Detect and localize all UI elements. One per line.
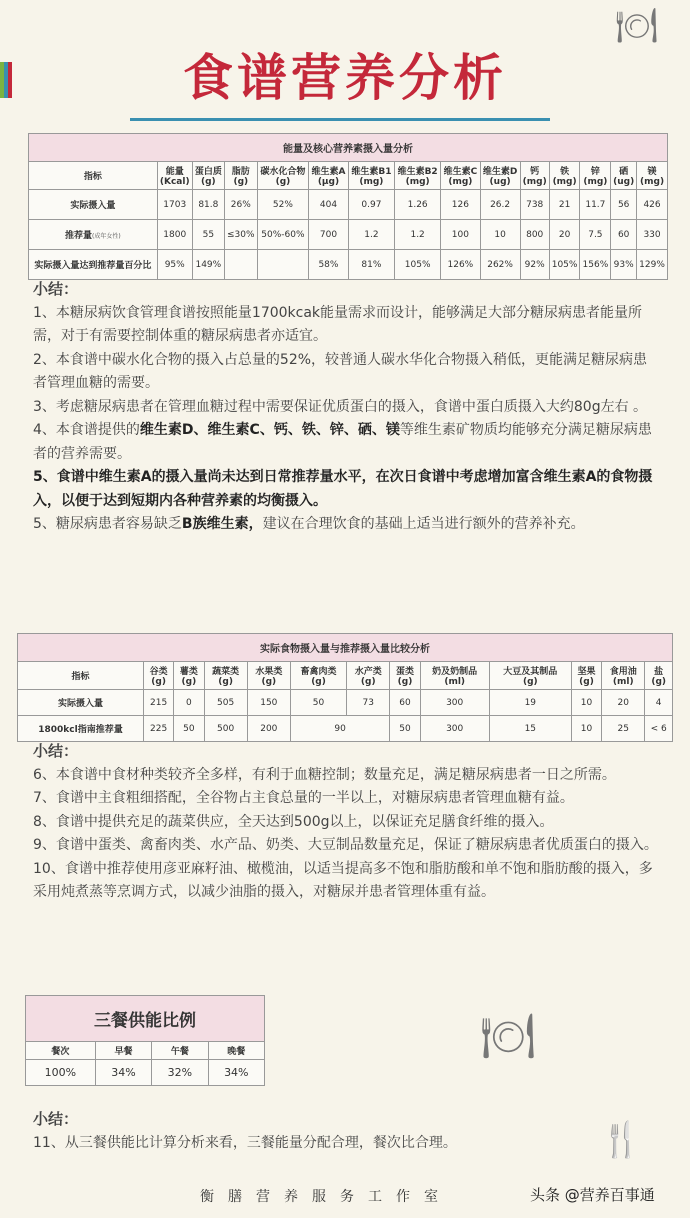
- row-label: 推荐量(成年女性): [29, 220, 158, 250]
- text: 2、本食谱中碳水化合物的摄入占总量的52%，较普通人碳水华化合物摄入稍低，更能满足糖尿病患者管理血糖的需要。: [33, 351, 648, 391]
- table-cell: 26%: [224, 190, 257, 220]
- table-cell: 50: [174, 716, 204, 742]
- table-row: [26, 1042, 265, 1060]
- table-cell: 20: [549, 220, 580, 250]
- table-cell: 156%: [580, 250, 611, 280]
- column-header: 钙 (mg): [520, 162, 549, 190]
- table-cell: 215: [143, 690, 173, 716]
- column-header: 食用油 (ml): [602, 662, 645, 690]
- table-cell: 800: [520, 220, 549, 250]
- table-cell: 15: [489, 716, 571, 742]
- table-cell: 225: [143, 716, 173, 742]
- table-cell: 505: [204, 690, 247, 716]
- table-cell: 81%: [348, 250, 394, 280]
- table-cell: 426: [637, 190, 668, 220]
- column-header: 早餐: [95, 1042, 151, 1060]
- table-cell: 200: [247, 716, 290, 742]
- summary-item: [33, 466, 658, 513]
- table-cell: 1.2: [395, 220, 441, 250]
- column-header: 维生素B2 (mg): [395, 162, 441, 190]
- table-row: [29, 134, 668, 162]
- text: 5、糖尿病患者容易缺乏: [33, 516, 182, 532]
- column-header: 碳水化合物 (g): [257, 162, 308, 190]
- summary-item: [33, 396, 658, 420]
- summary-heading: 小结：: [33, 742, 79, 760]
- row-label: 实际摄入量: [29, 190, 158, 220]
- page-title: 食谱营养分析: [183, 49, 507, 107]
- column-header: 午餐: [152, 1042, 208, 1060]
- column-header: 维生素D (ug): [480, 162, 520, 190]
- table-cell: 1800: [157, 220, 192, 250]
- summary-item: 11、从三餐供能比计算分析来看，三餐能量分配合理，餐次比合理。: [33, 1134, 457, 1151]
- text: 3、考虑糖尿病患者在管理血糖过程中需要保证优质蛋白的摄入，食谱中蛋白质摄入大约80g左右 。: [33, 398, 648, 415]
- table-cell: 500: [204, 716, 247, 742]
- table-cell: 58%: [309, 250, 349, 280]
- table-cell: 105%: [549, 250, 580, 280]
- table-cell: 73: [347, 690, 390, 716]
- row-label: 实际摄入量达到推荐量百分比: [29, 250, 158, 280]
- meal-energy-table: [25, 995, 265, 1086]
- summary-item: [33, 349, 658, 396]
- table-cell: 25: [602, 716, 645, 742]
- table-cell: 700: [309, 220, 349, 250]
- table-cell: [224, 250, 257, 280]
- column-header: 晚餐: [208, 1042, 264, 1060]
- table-row: [29, 162, 668, 190]
- table-cell: 50%-60%: [257, 220, 308, 250]
- summary-item: 7、食谱中主食粗细搭配，全谷物占主食总量的一半以上，对糖尿病患者管理血糖有益。: [33, 790, 574, 806]
- emphasis-text: 维生素D、维生素C、钙、铁、锌、硒、镁: [139, 422, 400, 438]
- table-row: [18, 634, 673, 662]
- summary-item: [33, 513, 658, 537]
- column-header: 能量 (Kcal): [157, 162, 192, 190]
- column-header: 维生素C (mg): [441, 162, 480, 190]
- table-cell: 93%: [611, 250, 637, 280]
- table-cell: 50: [290, 690, 346, 716]
- table-cell: 95%: [157, 250, 192, 280]
- text: 建议在合理饮食的基础上适当进行额外的营养补充。: [262, 516, 585, 532]
- summary-item: 6、本食谱中食材种类较齐全多样，有利于血糖控制；数量充足，满足糖尿病患者一日之所需。: [33, 766, 616, 783]
- footer-studio: 衡膳营养服务工作室: [200, 1189, 452, 1205]
- table-cell: 10: [571, 716, 601, 742]
- column-header: 蛋白质 (g): [192, 162, 224, 190]
- column-header: 指标: [18, 662, 144, 690]
- table-cell: 10: [571, 690, 601, 716]
- summary-item: 10、食谱中推荐使用彦亚麻籽油、橄榄油，以适当提高多不饱和脂肪酸和单不饱和脂肪酸的摄入，多采用炖煮蒸等烹调方式，以减少油脂的摄入，对糖尿并患者管理体重有益。: [33, 860, 653, 900]
- table-cell: 100%: [26, 1060, 96, 1086]
- table-cell: 92%: [520, 250, 549, 280]
- table-cell: 0.97: [348, 190, 394, 220]
- table-cell: 1703: [157, 190, 192, 220]
- text: 1、本糖尿病饮食管理食谱按照能量1700kcak能量需求而设计，能够满足大部分糖尿病患者能量所需，对于有需要控制体重的糖尿病患者亦适宜。: [33, 304, 643, 344]
- table-cell: 100: [441, 220, 480, 250]
- table-cell: 262%: [480, 250, 520, 280]
- table-cell: 50: [390, 716, 420, 742]
- table-cell: 10: [480, 220, 520, 250]
- column-header: 脂肪 (g): [224, 162, 257, 190]
- table-cell: 0: [174, 690, 204, 716]
- table-caption: 能量及核心营养素摄入量分析: [29, 134, 668, 162]
- plate-cutlery-icon: 🍽: [480, 1011, 536, 1062]
- table-cell: 81.8: [192, 190, 224, 220]
- food-intake-table: [17, 633, 673, 742]
- table-cell: 126: [441, 190, 480, 220]
- summary-heading: 小结：: [33, 1110, 79, 1128]
- row-label: 1800kcl指南推荐量: [18, 716, 144, 742]
- table-cell: 20: [602, 690, 645, 716]
- table-cell: 105%: [395, 250, 441, 280]
- column-header: 奶及奶制品 (ml): [420, 662, 489, 690]
- table-cell: 60: [390, 690, 420, 716]
- table-cell: 149%: [192, 250, 224, 280]
- table-cell: 26.2: [480, 190, 520, 220]
- summary-item: [33, 302, 658, 349]
- summary-3: [33, 1108, 658, 1155]
- summary-heading: 小结：: [33, 280, 79, 298]
- table-cell: 330: [637, 220, 668, 250]
- table-row: [29, 220, 668, 250]
- table-cell: 52%: [257, 190, 308, 220]
- table-row: [18, 716, 673, 742]
- row-label: 实际摄入量: [18, 690, 144, 716]
- table-cell: 32%: [152, 1060, 208, 1086]
- column-header: 薯类 (g): [174, 662, 204, 690]
- table-cell: 55: [192, 220, 224, 250]
- title-underline: [130, 118, 550, 121]
- table-cell: 4: [645, 690, 673, 716]
- table-cell: 404: [309, 190, 349, 220]
- column-header: 蛋类 (g): [390, 662, 420, 690]
- emphasis-text: B族维生素，: [181, 516, 263, 532]
- table-row: [18, 662, 673, 690]
- nutrient-table: [28, 133, 668, 280]
- table-cell: 11.7: [580, 190, 611, 220]
- column-header: 盐 (g): [645, 662, 673, 690]
- table-cell: 34%: [208, 1060, 264, 1086]
- column-header: 硒 (ug): [611, 162, 637, 190]
- summary-2: [33, 740, 658, 905]
- summary-item: 9、食谱中蛋类、禽畜肉类、水产品、奶类、大豆制品数量充足，保证了糖尿病患者优质蛋白的摄入。: [33, 837, 658, 853]
- table-cell: 150: [247, 690, 290, 716]
- column-header: 畜禽肉类 (g): [290, 662, 346, 690]
- table-cell: [257, 250, 308, 280]
- column-header: 水果类 (g): [247, 662, 290, 690]
- plate-cutlery-icon: 🍽: [615, 6, 659, 46]
- table-cell: 21: [549, 190, 580, 220]
- column-header: 餐次: [26, 1042, 96, 1060]
- column-header: 水产类 (g): [347, 662, 390, 690]
- table-row: [29, 250, 668, 280]
- column-header: 铁 (mg): [549, 162, 580, 190]
- table-caption: 实际食物摄入量与推荐摄入量比较分析: [18, 634, 673, 662]
- table-cell: 126%: [441, 250, 480, 280]
- table-cell: 129%: [637, 250, 668, 280]
- table-caption: 三餐供能比例: [26, 996, 265, 1042]
- summary-1: [33, 278, 658, 537]
- column-header: 锌 (mg): [580, 162, 611, 190]
- table-cell: 19: [489, 690, 571, 716]
- table-cell: 34%: [95, 1060, 151, 1086]
- emphasis-text: 5、食谱中维生素A的摄入量尚未达到日常推荐量水平，在次日食谱中考虑增加富含维生素A的食物摄入，以便于达到短期内各种营养素的均衡摄入。: [33, 469, 653, 509]
- row-note: (成年女性): [92, 233, 121, 240]
- column-header: 坚果 (g): [571, 662, 601, 690]
- table-cell: 300: [420, 690, 489, 716]
- column-header: 大豆及其制品 (g): [489, 662, 571, 690]
- table-cell: ≤30%: [224, 220, 257, 250]
- column-header: 维生素A (μg): [309, 162, 349, 190]
- table-cell: 7.5: [580, 220, 611, 250]
- text: 4、本食谱提供的: [33, 422, 140, 438]
- column-header: 蔬菜类 (g): [204, 662, 247, 690]
- table-cell: 1.26: [395, 190, 441, 220]
- column-header: 谷类 (g): [143, 662, 173, 690]
- table-row: [18, 690, 673, 716]
- spoon-fork-icon: 🍴: [600, 1120, 643, 1160]
- text: 等维生素矿物质均能够充分满足糖尿病患者的营养需要。: [33, 422, 652, 462]
- table-row: [26, 1060, 265, 1086]
- table-row: [26, 996, 265, 1042]
- table-row: [29, 190, 668, 220]
- table-cell: 60: [611, 220, 637, 250]
- table-cell: 56: [611, 190, 637, 220]
- column-header: 指标: [29, 162, 158, 190]
- summary-item: 8、食谱中提供充足的蔬菜供应，全天达到500g以上，以保证充足膳食纤维的摄入。: [33, 813, 554, 830]
- brand-watermark: 头条 @营养百事通: [530, 1186, 655, 1204]
- summary-item: [33, 419, 658, 466]
- column-header: 维生素B1 (mg): [348, 162, 394, 190]
- table-cell: 300: [420, 716, 489, 742]
- table-cell: 738: [520, 190, 549, 220]
- table-cell: < 6: [645, 716, 673, 742]
- table-cell: 1.2: [348, 220, 394, 250]
- table-cell: 90: [290, 716, 389, 742]
- column-header: 镁 (mg): [637, 162, 668, 190]
